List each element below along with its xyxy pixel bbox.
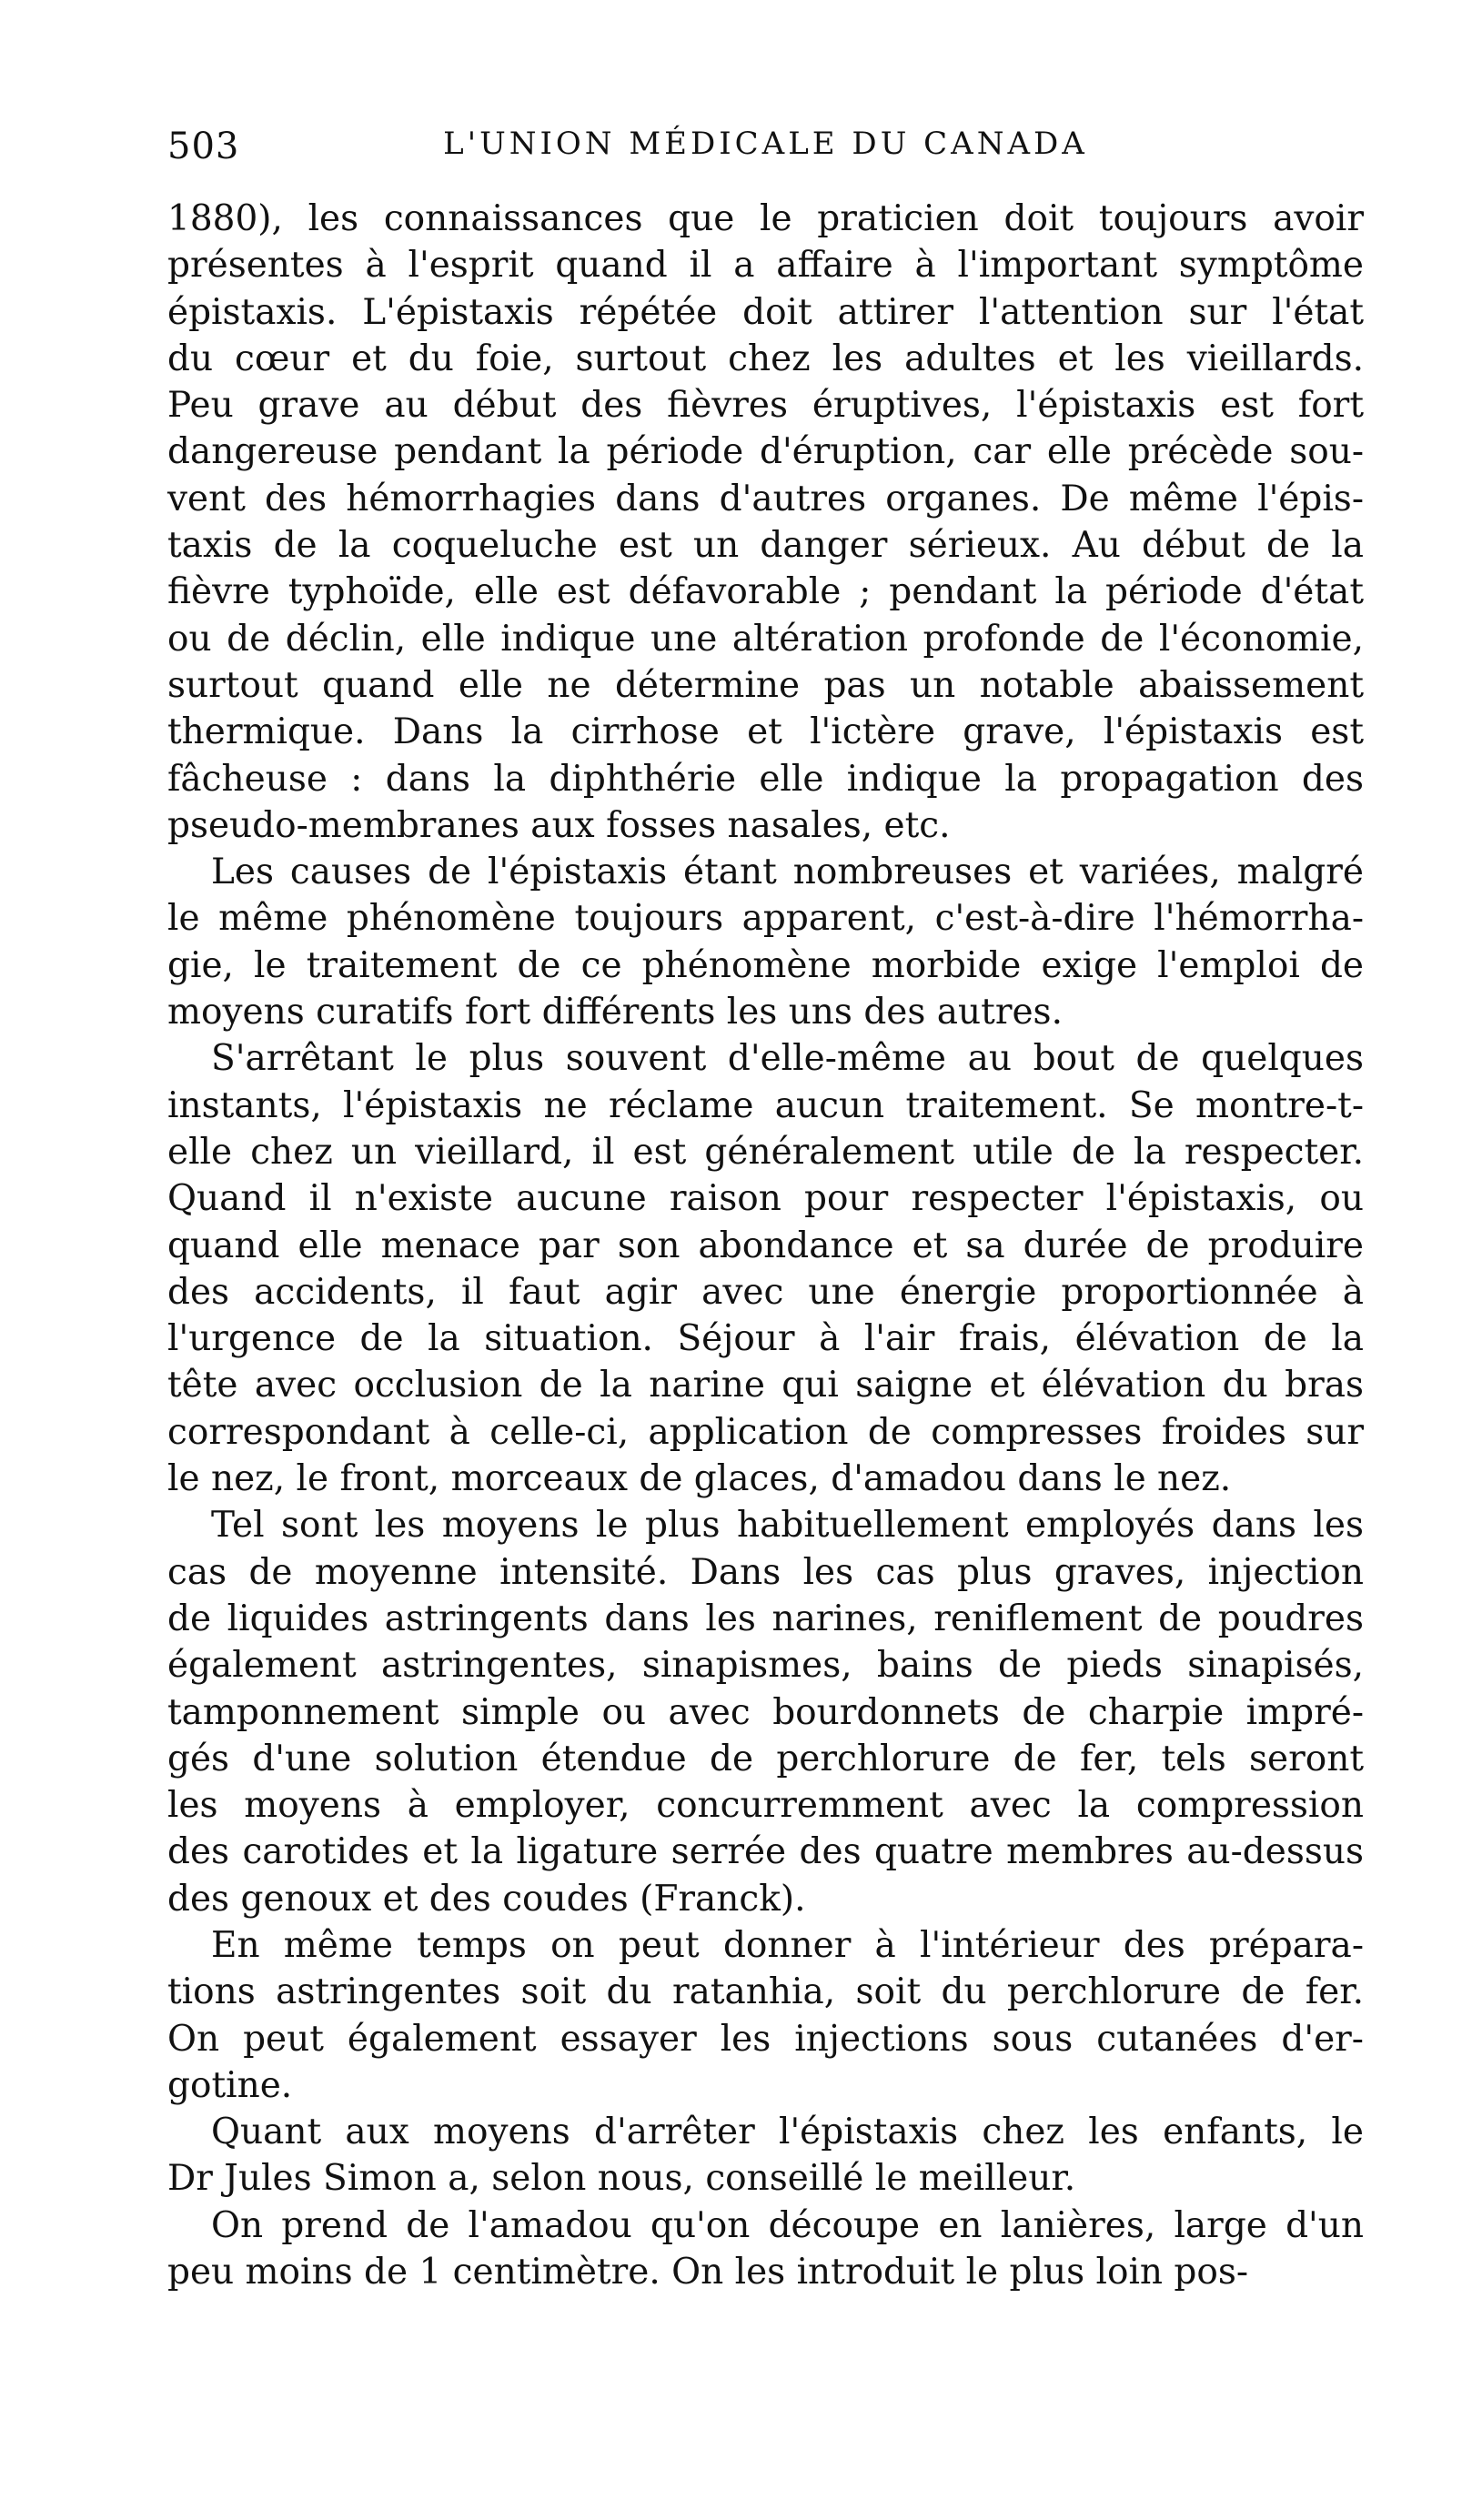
text-line: Peu grave au début des fièvres éruptives, l'épistaxis est fort [167, 385, 1364, 427]
text-line: moyens curatifs fort différents les uns des autres. [167, 992, 1063, 1033]
text-line: des carotides et la ligature serrée des quatre membres au-dessus [167, 1831, 1364, 1873]
text-line: fièvre typhoïde, elle est défavorable ; pendant la période d'état [167, 571, 1364, 613]
text-line: gés d'une solution étendue de perchlorure de fer, tels seront [167, 1738, 1364, 1779]
text-line: elle chez un vieillard, il est généralement utile de la respecter. [167, 1131, 1364, 1173]
text-line: l'urgence de la situation. Séjour à l'air frais, élévation de la [167, 1318, 1364, 1360]
text-line: Les causes de l'épistaxis étant nombreuses et variées, malgré [211, 852, 1364, 893]
text-line: également astringentes, sinapismes, bains de pieds sinapisés, [167, 1645, 1364, 1687]
text-line: En même temps on peut donner à l'intérieur des prépara- [211, 1924, 1364, 1966]
text-line: tions astringentes soit du ratanhia, soit du perchlorure de fer. [167, 1971, 1364, 2013]
text-line: 1880), les connaissances que le praticien doit toujours avoir [167, 198, 1364, 239]
page-number: 503 [167, 126, 240, 167]
page-header [167, 126, 1364, 173]
paragraph [167, 196, 1364, 849]
text-line: ou de déclin, elle indique une altération profonde de l'économie, [167, 618, 1364, 660]
text-line: fâcheuse : dans la diphthérie elle indique la propagation des [167, 758, 1364, 800]
text-line: le nez, le front, morceaux de glaces, d'amadou dans le nez. [167, 1458, 1232, 1500]
paragraph [167, 1035, 1364, 1502]
text-line: tamponnement simple ou avec bourdonnets de charpie impré- [167, 1691, 1364, 1733]
text-line: On prend de l'amadou qu'on découpe en lanières, large d'un [211, 2204, 1364, 2246]
text-line: Quand il n'existe aucune raison pour respecter l'épistaxis, ou [167, 1178, 1364, 1220]
text-line: On peut également essayer les injections sous cutanées d'er- [167, 2018, 1364, 2060]
paragraph [167, 2109, 1364, 2202]
text-line: le même phénomène toujours apparent, c'est-à-dire l'hémorrha- [167, 898, 1364, 940]
text-line: taxis de la coqueluche est un danger sérieux. Au début de la [167, 525, 1364, 567]
paragraph [167, 849, 1364, 1035]
paragraph [167, 1922, 1364, 2109]
text-line: des genoux et des coudes (Franck). [167, 1878, 806, 1920]
running-title: L'UNION MÉDICALE DU CANADA [443, 126, 1088, 162]
text-line: surtout quand elle ne détermine pas un notable abaissement [167, 664, 1364, 706]
text-line: de liquides astringents dans les narines, reniflement de poudres [167, 1598, 1364, 1639]
text-line: du cœur et du foie, surtout chez les adultes et les vieillards. [167, 338, 1364, 379]
text-line: gie, le traitement de ce phénomène morbide exige l'emploi de [167, 944, 1364, 986]
text-line: dangereuse pendant la période d'éruption, car elle précède sou- [167, 431, 1364, 473]
text-line: tête avec occlusion de la narine qui saigne et élévation du bras [167, 1365, 1364, 1406]
text-line: Quant aux moyens d'arrêter l'épistaxis chez les enfants, le [211, 2112, 1364, 2153]
text-line: thermique. Dans la cirrhose et l'ictère grave, l'épistaxis est [167, 711, 1364, 753]
text-line: pseudo-membranes aux fosses nasales, etc. [167, 804, 951, 846]
text-line: quand elle menace par son abondance et sa durée de produire [167, 1225, 1364, 1266]
paragraph [167, 1502, 1364, 1922]
paragraph [167, 2202, 1364, 2296]
text-line: des accidents, il faut agir avec une énergie proportionnée à [167, 1271, 1364, 1313]
text-line: vent des hémorrhagies dans d'autres organes. De même l'épis- [167, 478, 1364, 519]
text-line: épistaxis. L'épistaxis répétée doit attirer l'attention sur l'état [167, 291, 1364, 333]
text-line: Tel sont les moyens le plus habituellement employés dans les [211, 1505, 1364, 1547]
text-line: correspondant à celle-ci, application de compresses froides sur [167, 1411, 1364, 1453]
text-line: Dr Jules Simon a, selon nous, conseillé le meilleur. [167, 2158, 1076, 2200]
text-line: cas de moyenne intensité. Dans les cas plus graves, injection [167, 1551, 1364, 1593]
text-line: gotine. [167, 2064, 293, 2106]
text-line: peu moins de 1 centimètre. On les introduit le plus loin pos- [167, 2252, 1249, 2293]
text-line: instants, l'épistaxis ne réclame aucun traitement. Se montre-t- [167, 1084, 1364, 1126]
body-text [167, 196, 1364, 2295]
text-line: présentes à l'esprit quand il a affaire à l'important symptôme [167, 245, 1364, 287]
text-line: S'arrêtant le plus souvent d'elle-même au bout de quelques [211, 1038, 1364, 1080]
text-line: les moyens à employer, concurremment avec la compression [167, 1785, 1364, 1827]
